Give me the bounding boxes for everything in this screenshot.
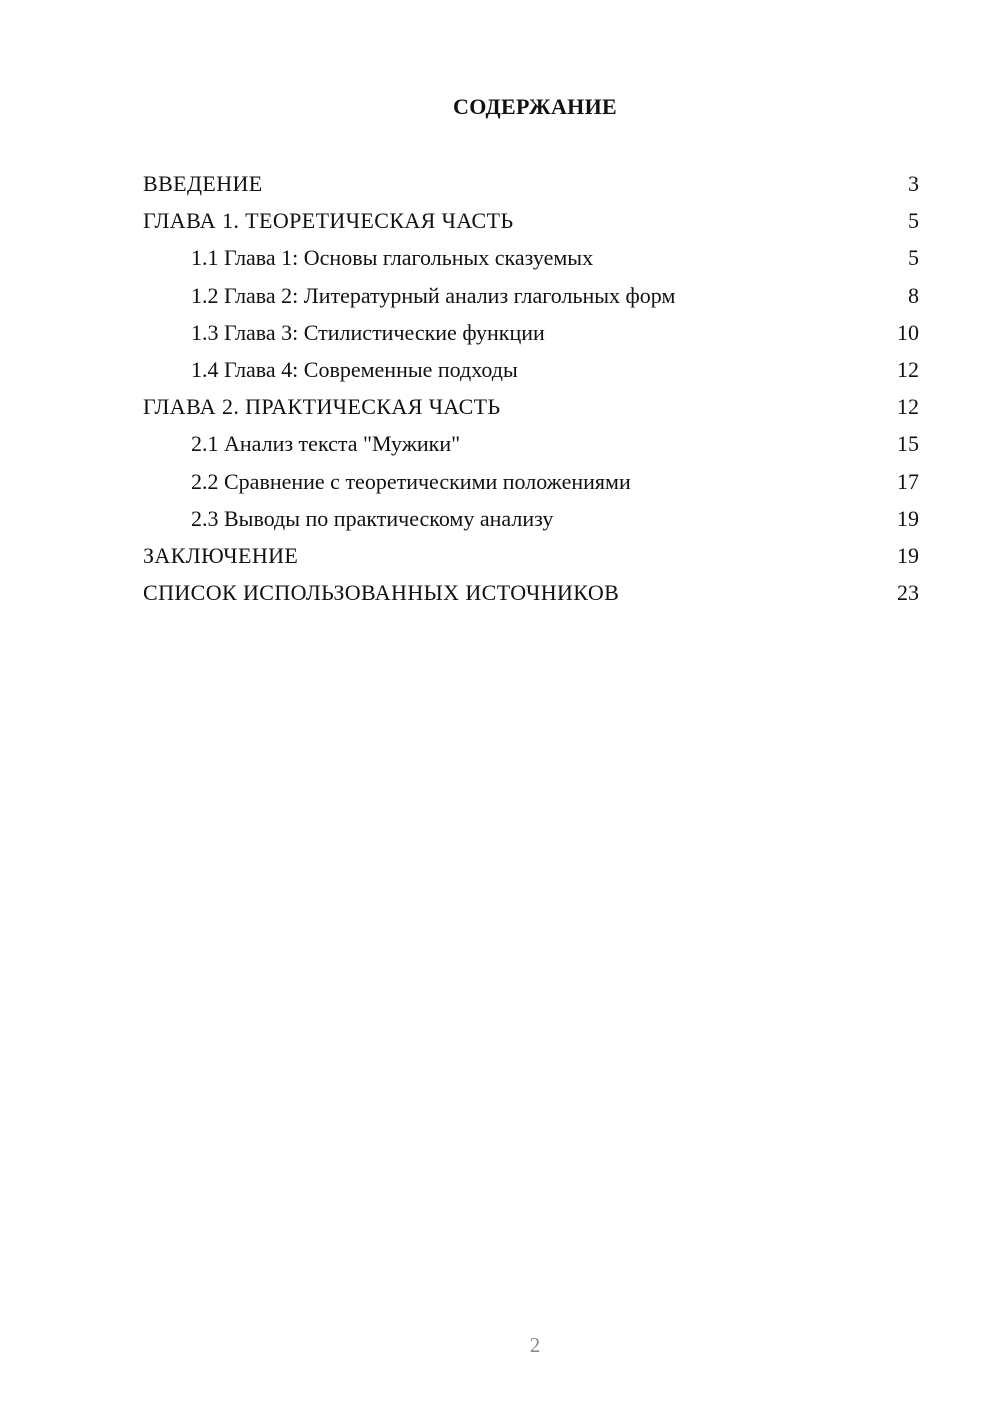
toc-entry-page: 15 bbox=[897, 431, 919, 457]
toc-entry-section-1-4[interactable] bbox=[143, 354, 919, 391]
toc-entry-label: ГЛАВА 1. ТЕОРЕТИЧЕСКАЯ ЧАСТЬ bbox=[143, 208, 514, 234]
toc-entry-page: 5 bbox=[908, 245, 919, 271]
toc-entry-section-1-1[interactable] bbox=[143, 242, 919, 279]
toc-entry-section-2-1[interactable] bbox=[143, 428, 919, 465]
toc-entry-chapter-1[interactable] bbox=[143, 205, 919, 242]
toc-entry-page: 17 bbox=[897, 468, 919, 494]
toc-entry-page: 19 bbox=[897, 542, 919, 568]
toc-entry-page: 8 bbox=[908, 282, 919, 308]
toc-entry-page: 5 bbox=[908, 208, 919, 234]
toc-entry-label: 2.2 Сравнение с теоретическими положениями bbox=[191, 468, 631, 494]
toc-entry-section-1-2[interactable] bbox=[143, 280, 919, 317]
toc-entry-label: 1.4 Глава 4: Современные подходы bbox=[191, 356, 518, 382]
toc-entry-page: 23 bbox=[897, 580, 919, 606]
toc-entry-page: 19 bbox=[897, 505, 919, 531]
toc-entry-page: 3 bbox=[908, 171, 919, 196]
toc-entry-label: ГЛАВА 2. ПРАКТИЧЕСКАЯ ЧАСТЬ bbox=[143, 394, 501, 420]
toc-entry-introduction[interactable] bbox=[143, 168, 919, 205]
toc-entry-page: 12 bbox=[897, 356, 919, 382]
toc-entry-label: 2.1 Анализ текста "Мужики" bbox=[191, 431, 461, 457]
toc-entry-section-1-3[interactable] bbox=[143, 317, 919, 354]
toc-entry-page: 10 bbox=[897, 319, 919, 345]
toc-entry-label: 1.1 Глава 1: Основы глагольных сказуемых bbox=[191, 245, 594, 271]
toc-entry-conclusion[interactable] bbox=[143, 540, 919, 577]
toc-entry-label: ВВЕДЕНИЕ bbox=[143, 171, 263, 196]
toc-entry-references[interactable] bbox=[143, 577, 919, 614]
toc-entry-chapter-2[interactable] bbox=[143, 391, 919, 428]
toc-entry-page: 12 bbox=[897, 394, 919, 420]
table-of-contents bbox=[143, 168, 919, 614]
toc-entry-label: 1.2 Глава 2: Литературный анализ глагольных форм bbox=[191, 282, 676, 308]
page-number: 2 bbox=[529, 1333, 541, 1357]
toc-entry-label: ЗАКЛЮЧЕНИЕ bbox=[143, 542, 299, 568]
toc-entry-label: 2.3 Выводы по практическому анализу bbox=[191, 505, 554, 531]
toc-entry-label: СПИСОК ИСПОЛЬЗОВАННЫХ ИСТОЧНИКОВ bbox=[143, 580, 620, 606]
toc-entry-section-2-3[interactable] bbox=[143, 503, 919, 540]
toc-entry-section-2-2[interactable] bbox=[143, 466, 919, 503]
toc-entry-label: 1.3 Глава 3: Стилистические функции bbox=[191, 319, 545, 345]
toc-title: СОДЕРЖАНИЕ bbox=[453, 94, 617, 119]
